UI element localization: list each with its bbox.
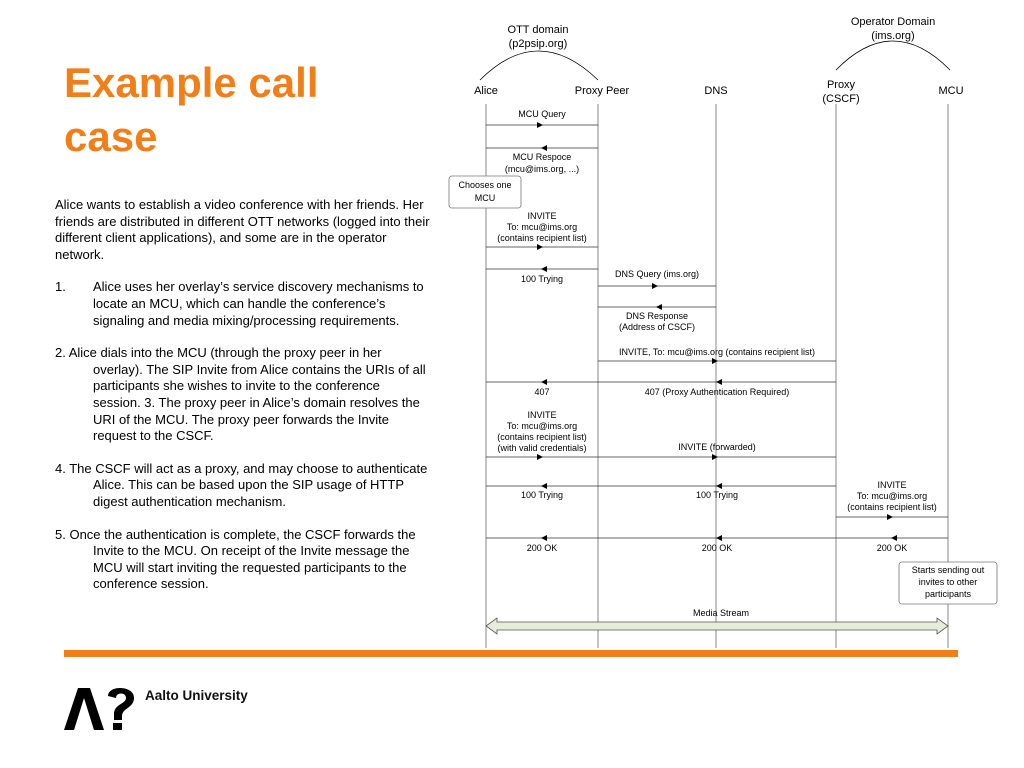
msg-media-stream: Media Stream — [692, 608, 750, 618]
msg-trying-proxy: 100 Trying — [695, 490, 739, 500]
msg-invite1-3: (contains recipient list) — [497, 233, 587, 243]
msg-invite2-3: (contains recipient list) — [497, 432, 587, 442]
msg-invite3-1: INVITE — [877, 480, 907, 490]
msg-invite2-2: To: mcu@ims.org — [506, 421, 578, 431]
media-stream-arrow — [486, 618, 948, 634]
list-item-5: 5. Once the authentication is complete, the CSCF forwards the Invite to the MCU. On receipt of the Invite message the MCU will start inviting the requested participants to the conference session. — [55, 526, 416, 592]
participant-alice: Alice — [474, 85, 498, 97]
orange-divider — [64, 650, 958, 657]
msg-dns-response-1: DNS Response — [625, 311, 689, 321]
operator-domain-arc — [836, 41, 950, 70]
aalto-logo — [64, 686, 136, 732]
participant-mcu: MCU — [938, 85, 964, 97]
participant-proxy-peer: Proxy Peer — [574, 85, 630, 97]
list-item-2: 2. Alice dials into the MCU (through the proxy peer in her overlay). The SIP Invite from Alice contains the URIs of all participants she wishes to invite to the conference session. 3. The proxy peer in Alice’s domain resolves the URI of the MCU. The proxy peer forwards the Invite request to the CSCF. — [55, 345, 426, 444]
ott-domain-arc — [480, 51, 598, 80]
msg-trying-alice: 100 Trying — [520, 490, 564, 500]
participant-dns: DNS — [704, 85, 728, 97]
list-item-1-text: Alice uses her overlay’s service discovery mechanisms to locate an MCU, which can handle the conference’s signaling and media mixing/processing requirements. — [93, 279, 424, 328]
note-chooses-one-1: Chooses one — [458, 180, 512, 190]
msg-invite1-2: To: mcu@ims.org — [506, 222, 578, 232]
operator-domain-label: Operator Domain — [850, 16, 936, 28]
ott-domain-label: OTT domain — [507, 24, 569, 36]
note-chooses-one-2: MCU — [474, 193, 496, 203]
msg-invite-to-cscf: INVITE, To: mcu@ims.org (contains recipient list) — [618, 347, 816, 357]
msg-invite-forwarded: INVITE (forwarded) — [678, 442, 756, 452]
msg-invite2-4: (with valid credentials) — [497, 443, 587, 453]
msg-mcu-response-1: MCU Respoce — [512, 152, 572, 162]
msg-ok-cscf: 200 OK — [876, 543, 908, 553]
participant-proxy-cscf-sub: (CSCF) — [822, 93, 860, 105]
note-starts-sending-2: invites to other — [918, 577, 978, 587]
msg-407-long: 407 (Proxy Authentication Required) — [644, 387, 790, 397]
msg-dns-response-2: (Address of CSCF) — [618, 322, 696, 332]
ott-domain-sublabel: (p2psip.org) — [508, 38, 568, 50]
university-name: Aalto University — [145, 688, 248, 703]
note-starts-sending-3: participants — [924, 589, 972, 599]
slide-title: Example call case — [64, 59, 319, 160]
msg-ok-alice: 200 OK — [526, 543, 558, 553]
msg-trying-1: 100 Trying — [520, 274, 564, 284]
msg-invite3-2: To: mcu@ims.org — [856, 491, 928, 501]
note-starts-sending-1: Starts sending out — [911, 565, 985, 575]
list-item-4: 4. The CSCF will act as a proxy, and may choose to authenticate Alice. This can be based upon the SIP usage of HTTP digest authentication mechanism. — [55, 460, 428, 509]
participant-proxy-cscf: Proxy — [826, 79, 856, 91]
intro-paragraph: Alice wants to establish a video conference with her friends. Her friends are distributed in different OTT networks (logged into their different client applications), and some are in the operator network. — [55, 197, 430, 262]
msg-invite1-1: INVITE — [527, 211, 557, 221]
msg-mcu-query: MCU Query — [518, 109, 566, 119]
msg-invite3-3: (contains recipient list) — [847, 502, 937, 512]
msg-dns-query: DNS Query (ims.org) — [614, 269, 700, 279]
msg-407-short: 407 — [534, 387, 550, 397]
list-item-1-number: 1. — [55, 279, 66, 295]
msg-ok-proxy: 200 OK — [701, 543, 733, 553]
msg-invite2-1: INVITE — [527, 410, 557, 420]
msg-mcu-response-2: (mcu@ims.org, ...) — [504, 164, 580, 174]
operator-domain-sublabel: (ims.org) — [871, 30, 915, 42]
